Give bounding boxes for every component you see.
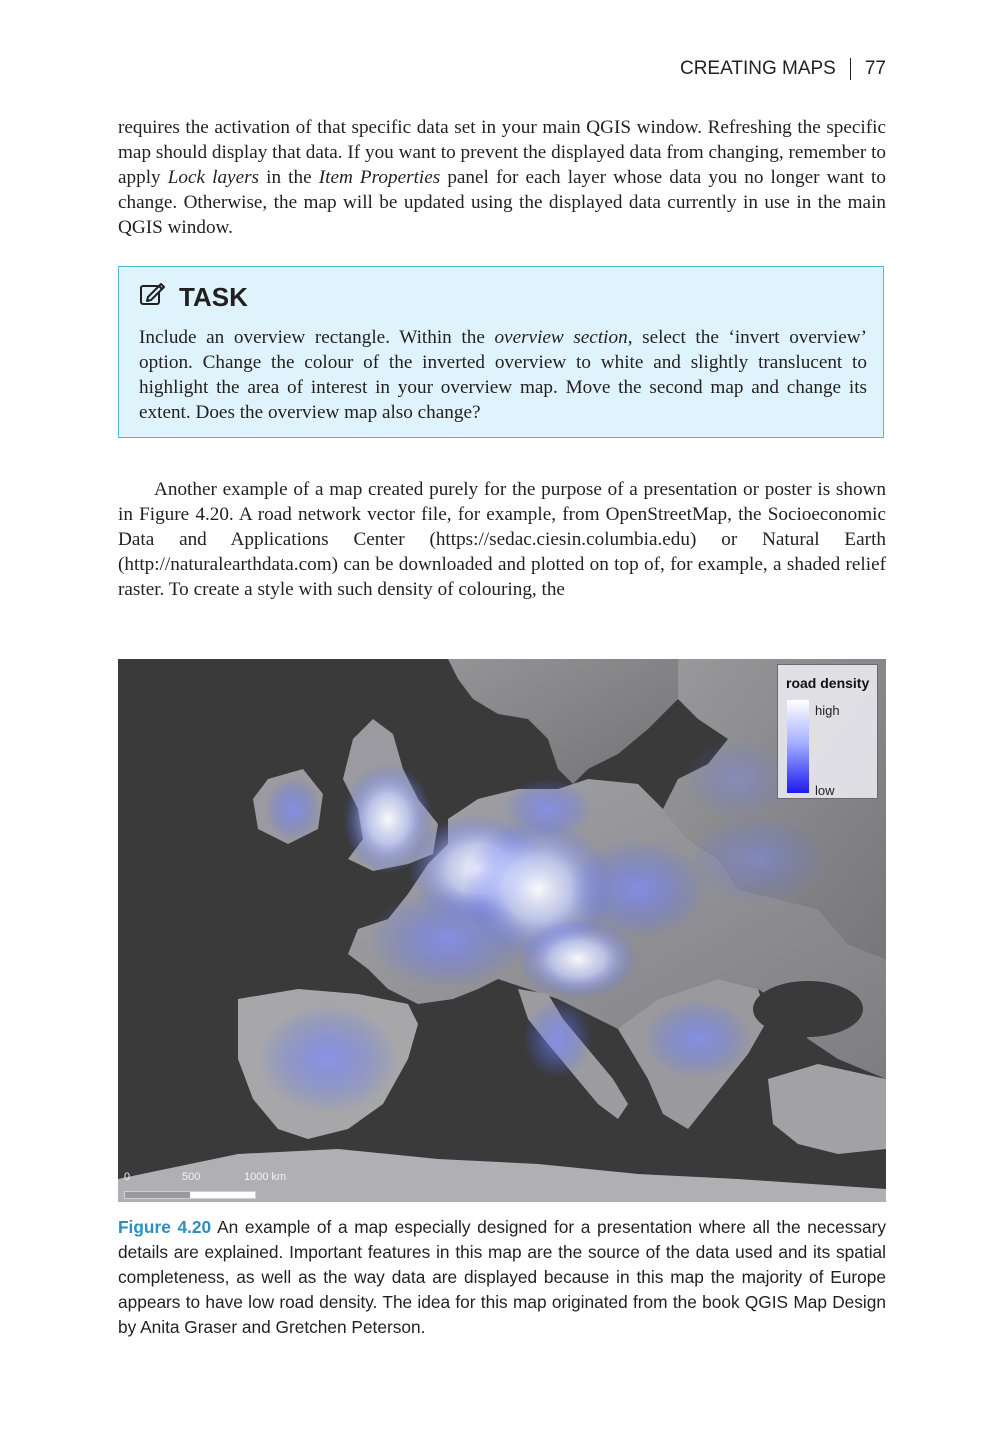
edit-icon — [139, 281, 167, 314]
scale-label-1000: 1000 km — [244, 1171, 287, 1183]
paragraph-1-part-2: in the — [259, 167, 319, 188]
map-legend — [777, 664, 878, 799]
running-header — [680, 54, 886, 84]
task-heading — [139, 281, 248, 314]
lock-layers-term: Lock layers — [167, 167, 260, 188]
paragraph-1-part-3: panel for each layer whose data you no longer want to change. Otherwise, the map will be updated using the displayed data currently in use in the main QGIS window. — [118, 167, 886, 238]
map-image — [118, 659, 886, 1202]
task-title: TASK — [179, 282, 248, 312]
task-text-part-2: , select the ‘invert overview’ option. Change the colour of the inverted overview to white and slightly translucent to highlight the area of interest in your overview map. Move the second map and change its extent. Does the overview map also change? — [139, 327, 867, 423]
legend-high-label: high — [815, 703, 840, 718]
section-title: CREATING MAPS — [679, 58, 836, 79]
black-sea — [753, 981, 863, 1037]
figure-caption — [118, 1215, 886, 1340]
scale-label-0: 0 — [124, 1171, 131, 1183]
europe-road-density-map — [118, 659, 886, 1202]
header-divider — [850, 58, 851, 80]
scale-bar — [124, 1171, 304, 1199]
figure-label: Figure 4.20 — [118, 1217, 212, 1237]
task-box — [118, 266, 884, 438]
legend-low-label: low — [815, 783, 835, 798]
scale-label-500: 500 — [182, 1171, 201, 1183]
paragraph-1-part-1: requires the activation of that specific data set in your main QGIS window. Refreshing the specific map should display that data. If you want to prevent the displayed data from changing, remember to apply — [118, 117, 886, 188]
caption-text: An example of a map especially designed for a presentation where all the necessary details are explained. Important features in this map are the source of the data used and its spatial completeness, as well as the way data are displayed because in this map the majority of Europe appears to have low road density. The idea for this map originated from the book QGIS Map Design by Anita Graser and Gretchen Peterson. — [118, 1217, 886, 1337]
item-properties-term: Item Properties — [318, 167, 441, 188]
task-text — [139, 325, 867, 425]
legend-color-ramp — [787, 700, 809, 793]
legend-title: road density — [786, 675, 870, 691]
overview-section-term: overview section — [494, 327, 628, 348]
task-text-part-1: Include an overview rectangle. Within the — [139, 327, 495, 348]
map-source-note: European road network — [652, 1151, 756, 1162]
body-paragraph-1 — [118, 115, 886, 240]
page-number: 77 — [864, 58, 886, 79]
scale-bar-graphic — [124, 1191, 256, 1199]
body-paragraph-2: Another example of a map created purely for the purpose of a presentation or poster is shown in Figure 4.20. A road network vector file, for example, from OpenStreetMap, the Socioeconomic Data and Applications Center (https://sedac.ciesin.columbia.edu) or Natural Earth (http://naturalearthdata.com) can be downloaded and plotted on top of, for example, a shaded relief raster. To create a style with such density of colouring, the — [118, 479, 886, 600]
